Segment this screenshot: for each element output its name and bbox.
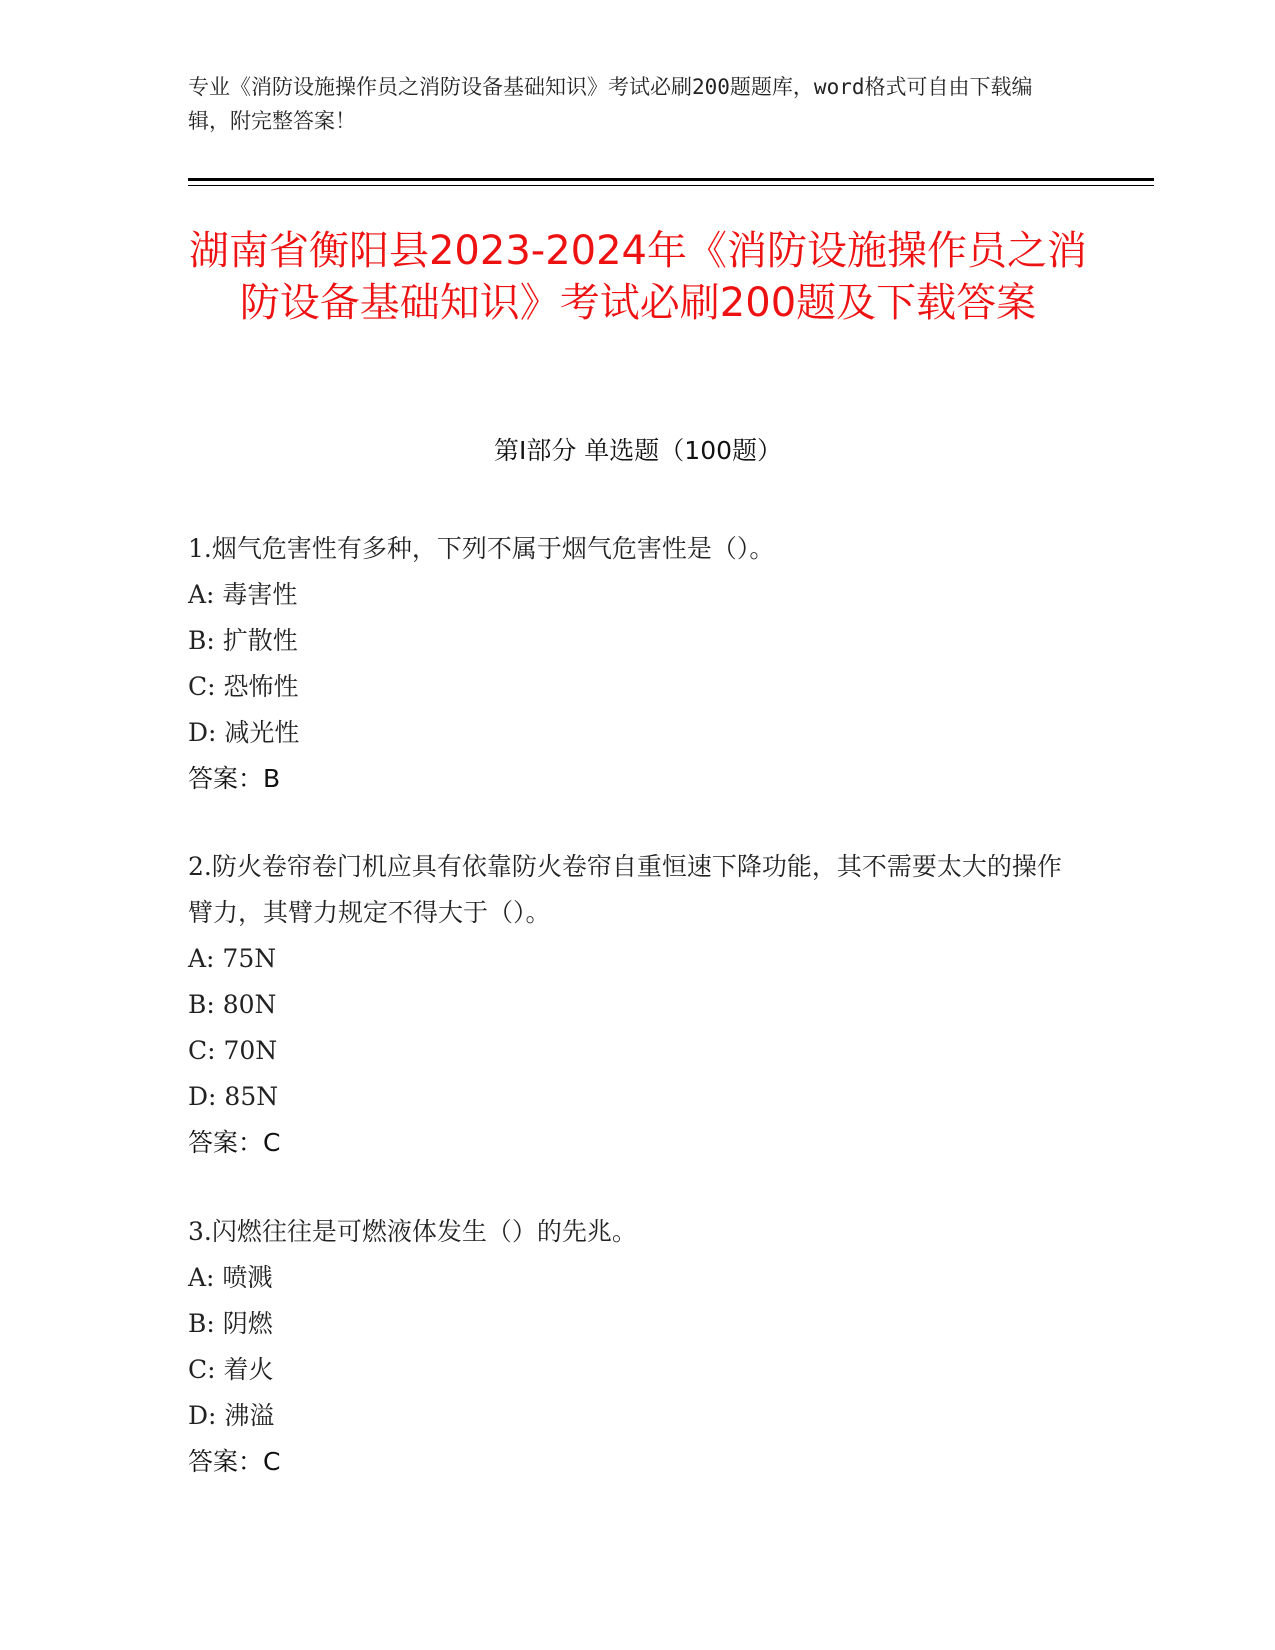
answer: 答案：C (188, 1447, 281, 1476)
option-b: B: 阴燃 (188, 1309, 273, 1338)
document-title: 湖南省衡阳县2023-2024年《消防设施操作员之消防设备基础知识》考试必刷200题及下载答案 (188, 228, 1088, 326)
option-d: D: 沸溢 (188, 1401, 275, 1430)
question-3 (188, 1209, 1068, 1485)
question-1 (188, 526, 1068, 802)
option-d: D: 85N (188, 1082, 279, 1111)
option-a: A: 75N (188, 944, 277, 973)
section-title: 第I部分 单选题（100题） (493, 436, 783, 465)
option-d: D: 减光性 (188, 718, 300, 747)
question-stem: 1.烟气危害性有多种，下列不属于烟气危害性是（）。 (188, 534, 775, 563)
option-a: A: 毒害性 (188, 580, 298, 609)
option-b: B: 扩散性 (188, 626, 298, 655)
option-b: B: 80N (188, 990, 277, 1019)
header-divider-thin (188, 185, 1154, 186)
question-2 (188, 844, 1068, 1166)
option-c: C: 恐怖性 (188, 672, 299, 701)
option-c: C: 70N (188, 1036, 278, 1065)
answer: 答案：C (188, 1128, 281, 1157)
header-note: 专业《消防设施操作员之消防设备基础知识》考试必刷200题题库，word格式可自由下载编辑，附完整答案！ (188, 75, 1033, 133)
answer: 答案：B (188, 764, 281, 793)
header-divider-thick (188, 178, 1154, 181)
option-a: A: 喷溅 (188, 1263, 273, 1292)
option-c: C: 着火 (188, 1355, 274, 1384)
question-stem: 3.闪燃往往是可燃液体发生（）的先兆。 (188, 1217, 637, 1246)
question-stem: 2.防火卷帘卷门机应具有依靠防火卷帘自重恒速下降功能，其不需要太大的操作臂力，其臂力规定不得大于（）。 (188, 852, 1062, 927)
